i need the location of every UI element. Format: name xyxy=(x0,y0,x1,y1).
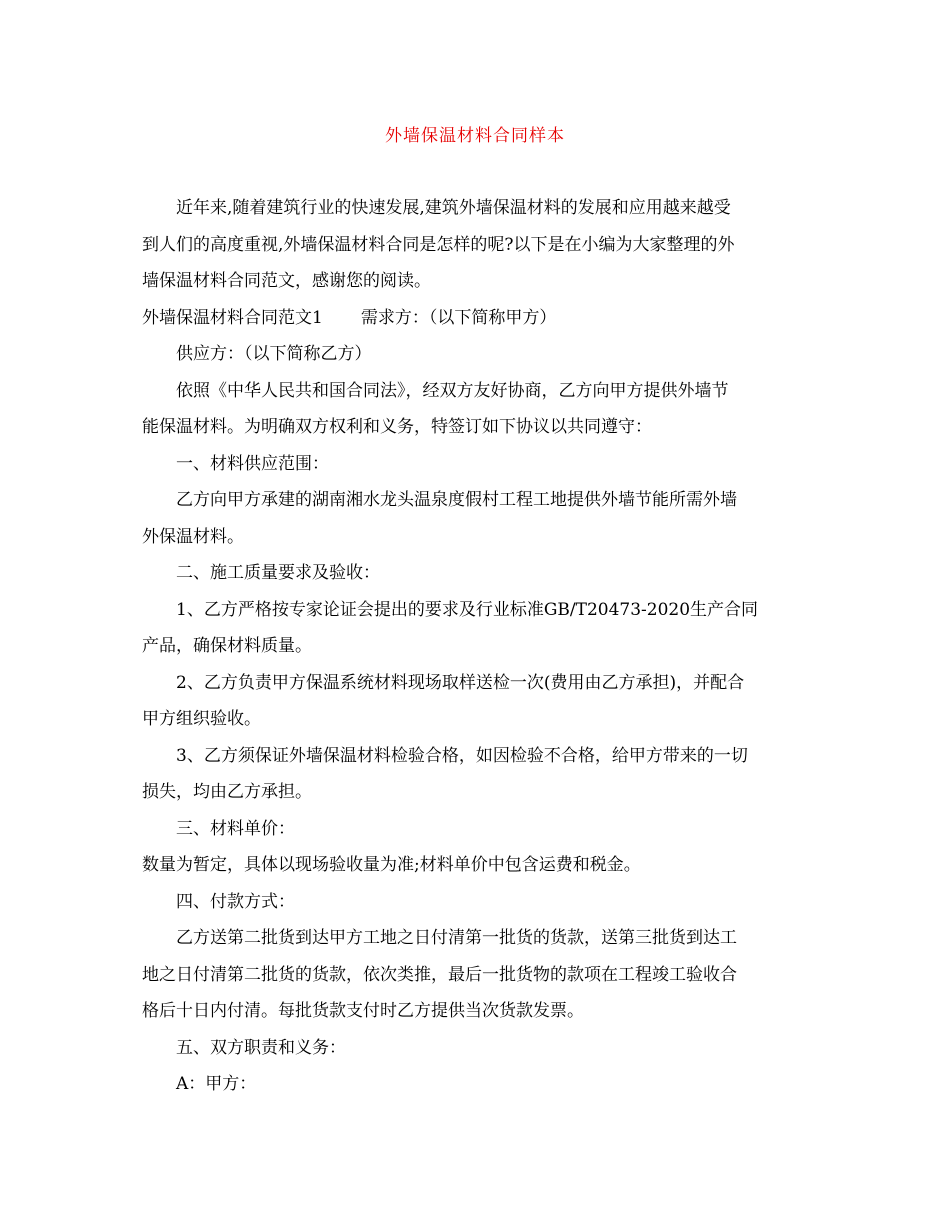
section-5-title: 五、双方职责和义务： xyxy=(176,1037,346,1058)
supply-party: 供应方：（以下简称乙方） xyxy=(176,344,372,364)
section-1-title: 一、材料供应范围： xyxy=(176,453,329,474)
section-4-line-2: 地之日付清第二批货的货款，依次类推，最后一批货物的款项在工程竣工验收合 xyxy=(142,964,737,985)
section-4-line-3: 格后十日内付清。每批货款支付时乙方提供当次货款发票。 xyxy=(142,1001,584,1021)
item-2-line-1: 2、乙方负责甲方保温系统材料现场取样送检一次(费用由乙方承担)，并配合 xyxy=(176,672,745,693)
item-1-line-1: 1、乙方严格按专家论证会提出的要求及行业标准GB/T20473-2020生产合同 xyxy=(176,599,759,620)
demand-party: 需求方：（以下简称甲方） xyxy=(360,307,557,328)
basis-paragraph-line-1: 依照《中华人民共和国合同法》，经双方友好协商，乙方向甲方提供外墙节 xyxy=(176,380,729,401)
section-3-title: 三、材料单价： xyxy=(176,818,295,839)
sample-heading: 外墙保温材料合同范文1 xyxy=(142,307,323,328)
item-2-line-2: 甲方组织验收。 xyxy=(142,709,261,729)
intro-paragraph-line-2: 到人们的高度重视,外墙保温材料合同是怎样的呢?以下是在小编为大家整理的外 xyxy=(142,234,735,255)
intro-paragraph-line-1: 近年来,随着建筑行业的快速发展,建筑外墙保温材料的发展和应用越来越受 xyxy=(176,198,731,218)
section-1-line-1: 乙方向甲方承建的湖南湘水龙头温泉度假村工程工地提供外墙节能所需外墙 xyxy=(176,490,737,510)
section-2-title: 二、施工质量要求及验收： xyxy=(176,563,380,583)
section-3-line-1: 数量为暂定，具体以现场验收量为准;材料单价中包含运费和税金。 xyxy=(142,855,641,875)
intro-paragraph-line-3: 墙保温材料合同范文，感谢您的阅读。 xyxy=(142,271,431,291)
section-4-line-1: 乙方送第二批货到达甲方工地之日付清第一批货的货款，送第三批货到达工 xyxy=(176,928,737,948)
item-3-line-2: 损失，均由乙方承担。 xyxy=(142,782,312,802)
document-body xyxy=(142,190,810,1103)
section-4-title: 四、付款方式： xyxy=(176,891,295,912)
item-3-line-1: 3、乙方须保证外墙保温材料检验合格，如因检验不合格，给甲方带来的一切 xyxy=(176,745,748,766)
section-1-line-2: 外保温材料。 xyxy=(142,526,244,547)
party-a-label: A：甲方： xyxy=(176,1074,257,1094)
basis-paragraph-line-2: 能保温材料。为明确双方权利和义务，特签订如下协议以共同遵守： xyxy=(142,417,652,437)
item-1-line-2: 产品，确保材料质量。 xyxy=(142,636,312,656)
document-title: 外墙保温材料合同样本 xyxy=(385,126,565,146)
sample-heading-row xyxy=(142,300,810,337)
